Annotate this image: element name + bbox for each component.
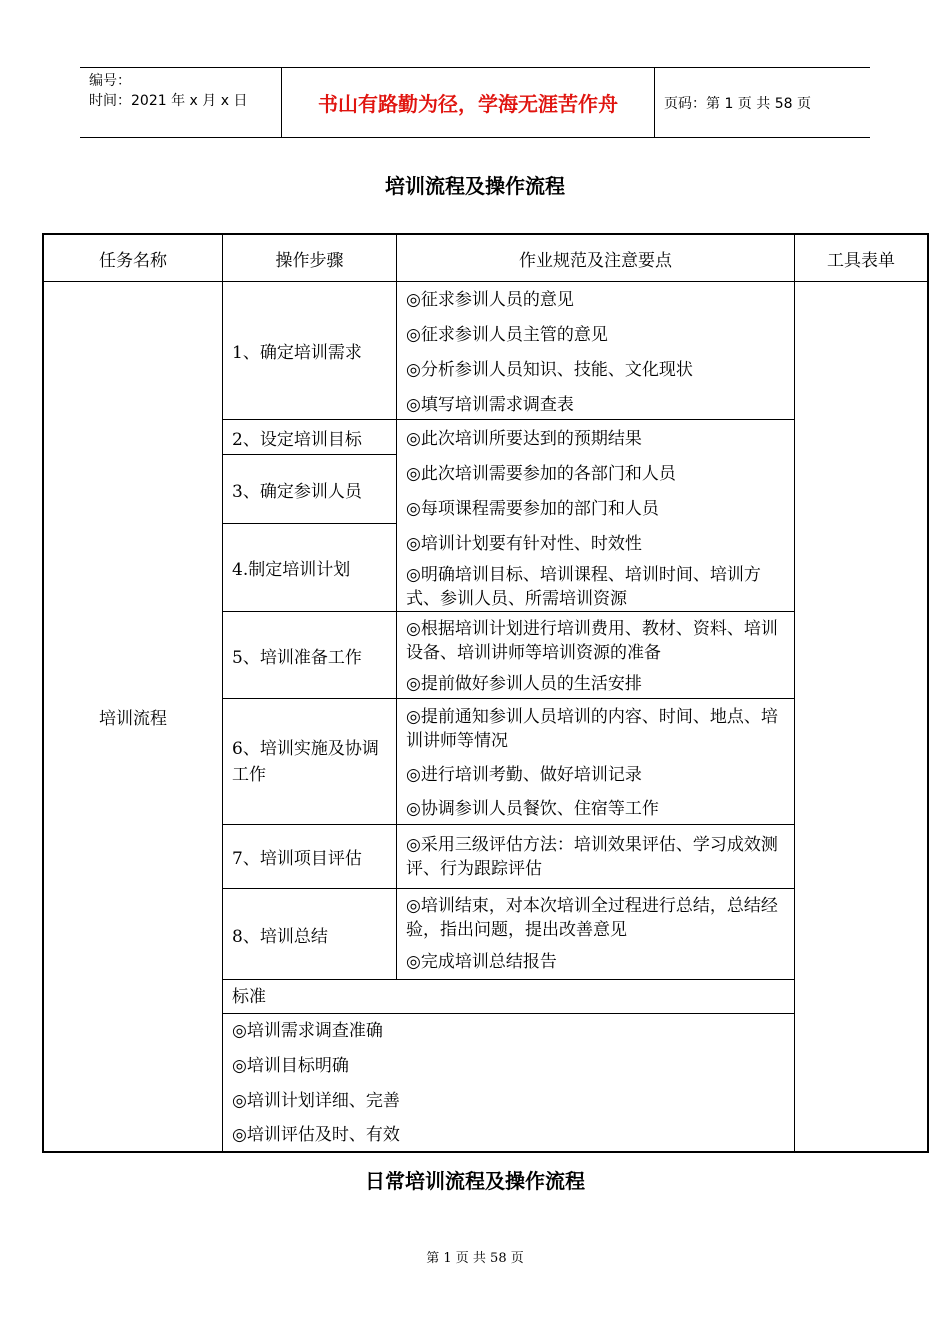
header-task-name: 任务名称 — [99, 250, 167, 271]
tools-cell — [795, 282, 927, 1151]
time-label: 时间：2021 年 x 月 x 日 — [89, 93, 248, 109]
point-item: ◎采用三级评估方法：培训效果评估、学习成效测评、行为跟踪评估 — [406, 835, 778, 879]
point-item: ◎此次培训需要参加的各部门和人员 — [406, 464, 676, 484]
point-item: ◎培训结束，对本次培训全过程进行总结，总结经验，指出问题，提出改善意见 — [406, 896, 778, 940]
point-item: ◎分析参训人员知识、技能、文化现状 — [406, 360, 693, 380]
standard-item: ◎培训计划详细、完善 — [232, 1091, 400, 1111]
point-item: ◎进行培训考勤、做好培训记录 — [406, 765, 642, 785]
process-table — [42, 233, 929, 1153]
point-item: ◎提前做好参训人员的生活安排 — [406, 674, 642, 694]
standard-label: 标准 — [232, 987, 266, 1007]
point-item: ◎填写培训需求调查表 — [406, 395, 574, 415]
point-item: ◎明确培训目标、培训课程、培训时间、培训方式、参训人员、所需培训资源 — [406, 565, 761, 609]
step-item: 8、培训总结 — [232, 926, 328, 947]
motto: 书山有路勤为径，学海无涯苦作舟 — [281, 68, 655, 137]
step-item: 5、培训准备工作 — [232, 647, 362, 668]
standard-item: ◎培训评估及时、有效 — [232, 1125, 400, 1145]
point-item: ◎每项课程需要参加的部门和人员 — [406, 499, 659, 519]
header-points: 作业规范及注意要点 — [519, 250, 672, 271]
section-title: 日常培训流程及操作流程 — [365, 1169, 585, 1193]
point-item: ◎根据培训计划进行培训费用、教材、资料、培训设备、培训讲师等培训资源的准备 — [406, 619, 778, 663]
step-item: 1、确定培训需求 — [232, 343, 362, 363]
standard-item: ◎培训目标明确 — [232, 1056, 349, 1076]
step-item: 2、设定培训目标 — [232, 429, 362, 450]
document-title: 培训流程及操作流程 — [385, 174, 565, 198]
step-item: 7、培训项目评估 — [232, 849, 362, 869]
page-header — [80, 67, 870, 138]
header-steps: 操作步骤 — [275, 250, 344, 271]
point-item: ◎征求参训人员的意见 — [406, 290, 574, 310]
page-info: 页码：第 1 页 共 58 页 — [664, 95, 811, 112]
step-item: 6、培训实施及协调工作 — [232, 738, 379, 785]
point-item: ◎此次培训所要达到的预期结果 — [406, 429, 642, 449]
page-footer: 第 1 页 共 58 页 — [426, 1251, 524, 1266]
step-item: 4.制定培训计划 — [232, 560, 351, 580]
header-meta — [80, 68, 280, 137]
task-name-cell: 培训流程 — [99, 709, 167, 729]
step-item: 3、确定参训人员 — [232, 481, 362, 502]
point-item: ◎完成培训总结报告 — [406, 952, 557, 972]
standard-item: ◎培训需求调查准确 — [232, 1021, 383, 1041]
point-item: ◎提前通知参训人员培训的内容、时间、地点、培训讲师等情况 — [406, 707, 778, 751]
point-item: ◎培训计划要有针对性、时效性 — [406, 534, 642, 554]
point-item: ◎征求参训人员主管的意见 — [406, 325, 608, 345]
point-item: ◎协调参训人员餐饮、住宿等工作 — [406, 799, 659, 819]
header-tools: 工具表单 — [827, 250, 895, 271]
number-label: 编号： — [89, 73, 131, 89]
